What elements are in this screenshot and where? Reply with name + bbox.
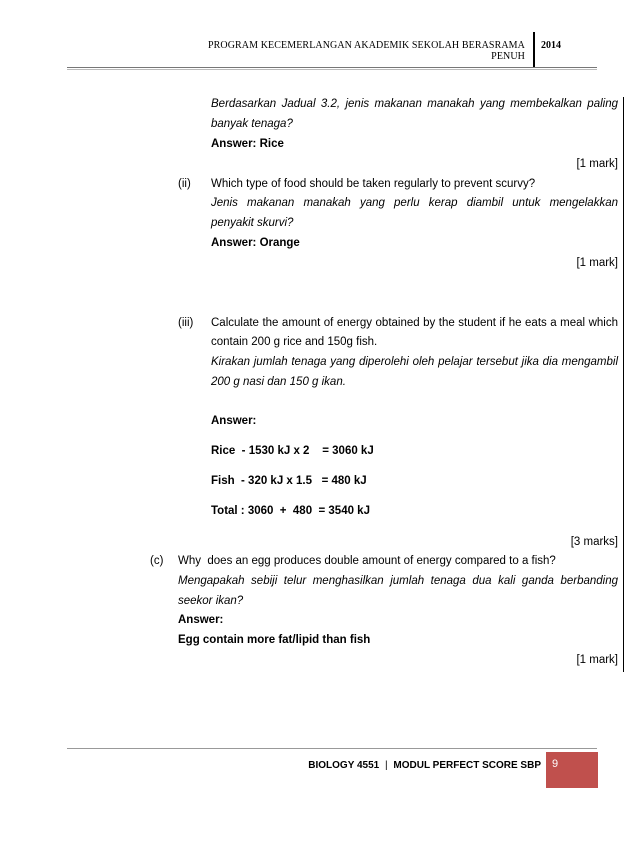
q-i-malay-line2: banyak tenaga? [211, 118, 293, 130]
header-rule [67, 67, 597, 68]
q-ii-malay-line1: Jenis makanan manakah yang perlu kerap diambil untuk mengelakkan [211, 197, 618, 209]
q-ii-label: (ii) [178, 178, 191, 190]
footer-subject: BIOLOGY 4551 [308, 760, 380, 771]
q-i-mark: [1 mark] [576, 158, 618, 170]
header-program-title: PROGRAM KECEMERLANGAN AKADEMIK SEKOLAH BERASRAMA PENUH [207, 40, 525, 62]
q-ii-mark: [1 mark] [576, 257, 618, 269]
footer-module-title [250, 760, 541, 771]
footer-rule [67, 748, 597, 749]
q-iii-mark: [3 marks] [570, 536, 618, 548]
footer-module: MODUL PERFECT SCORE SBP [393, 760, 541, 771]
q-c-malay-line1: Mengapakah sebiji telur menghasilkan jumlah tenaga dua kali ganda berbanding [178, 575, 618, 587]
q-c-answer: Egg contain more fat/lipid than fish [178, 634, 371, 646]
q-ii-answer: Answer: Orange [211, 237, 300, 249]
q-ii-english: Which type of food should be taken regularly to prevent scurvy? [211, 178, 536, 190]
q-iii-malay-line1: Kirakan jumlah tenaga yang diperolehi oleh pelajar tersebut jika dia mengambil [211, 356, 618, 368]
q-c-mark: [1 mark] [576, 654, 618, 666]
header-year: 2014 [541, 40, 561, 51]
page-right-border [623, 97, 624, 672]
page-number-box [546, 752, 598, 788]
q-iii-english-line2: contain 200 g rice and 150g fish. [211, 336, 378, 348]
header-rule-secondary [67, 69, 597, 70]
q-iii-fish-calc: Fish - 320 kJ x 1.5 = 480 kJ [211, 475, 367, 487]
page-number: 9 [552, 758, 559, 770]
q-i-malay-line1: Berdasarkan Jadual 3.2, jenis makanan manakah yang membekalkan paling [211, 98, 618, 110]
q-iii-rice-calc: Rice - 1530 kJ x 2 = 3060 kJ [211, 445, 374, 457]
footer-separator: | [385, 760, 388, 771]
q-iii-total-calc: Total : 3060 + 480 = 3540 kJ [211, 505, 370, 517]
q-iii-label: (iii) [178, 317, 194, 329]
q-c-malay-line2: seekor ikan? [178, 595, 244, 607]
q-c-answer-label: Answer: [178, 614, 224, 626]
q-iii-english-line1: Calculate the amount of energy obtained by the student if he eats a meal which [211, 317, 618, 329]
q-i-answer: Answer: Rice [211, 138, 284, 150]
q-ii-malay-line2: penyakit skurvi? [211, 217, 294, 229]
q-c-english: Why does an egg produces double amount of energy compared to a fish? [178, 555, 556, 567]
q-c-label: (c) [150, 555, 164, 567]
q-iii-answer-label: Answer: [211, 415, 257, 427]
header-divider [533, 32, 535, 68]
q-iii-malay-line2: 200 g nasi dan 150 g ikan. [211, 376, 346, 388]
